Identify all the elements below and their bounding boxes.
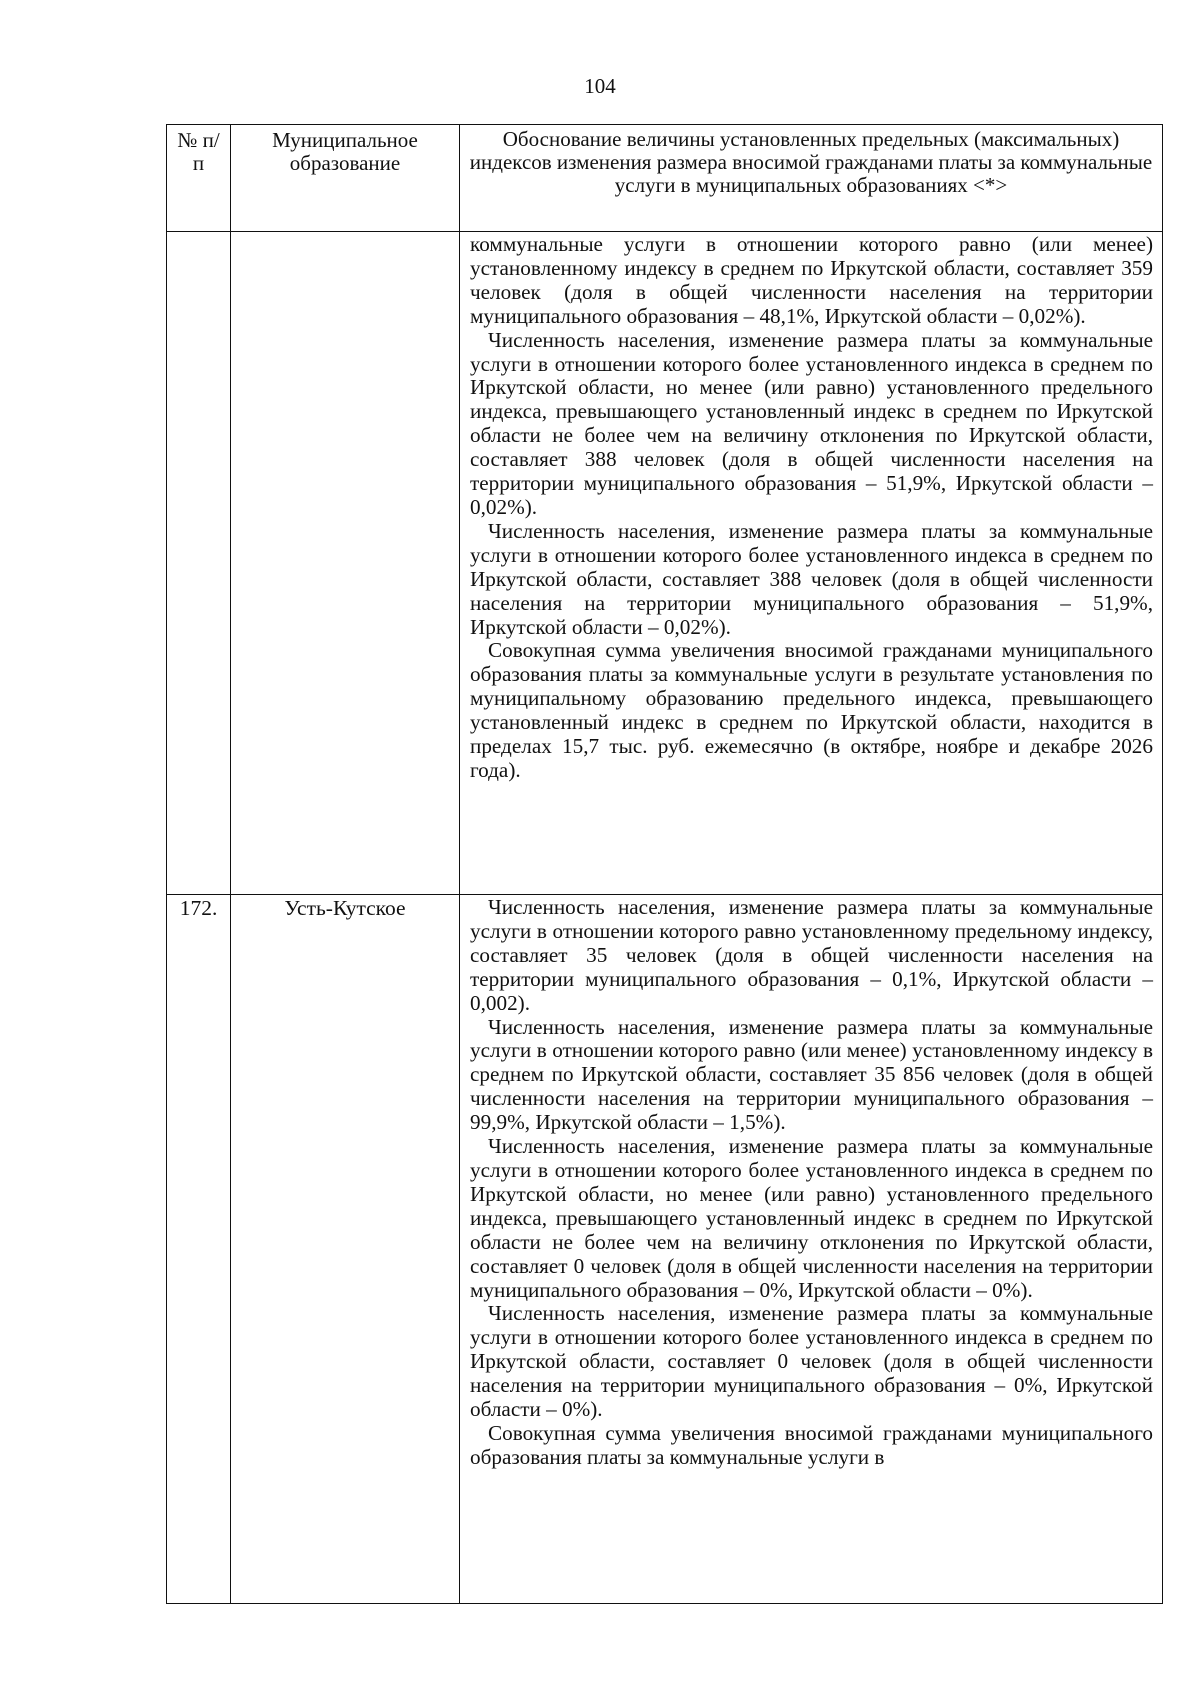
table-row [167,232,1163,895]
rationale-paragraph: Численность населения, изменение размера платы за коммунальные услуги в отношении которого более установленного индекса в среднем по Иркутской области, но менее (или равно) установленного предельного индекса, превышающего установленный индекс в среднем по Иркутской области не более чем на величину отклонения по Иркутской области, составляет 388 человек (доля в общей численности населения на территории муниципального образования – 51,9%, Иркутской области – 0,02%). [470,327,1153,519]
row-municipality [231,232,460,895]
rationale-paragraph: Численность населения, изменение размера платы за коммунальные услуги в отношении которого более установленного индекса в среднем по Иркутской области, но менее (или равно) установленного предельного индекса, превышающего установленный индекс в среднем по Иркутской области не более чем на величину отклонения по Иркутской области, составляет 0 человек (доля в общей численности населения на территории муниципального образования – 0%, Иркутской области – 0%). [470,1134,1153,1302]
row-rationale [460,232,1163,895]
rationale-paragraph: Численность населения, изменение размера платы за коммунальные услуги в отношении которого равно установленному предельному индексу, составляет 35 человек (доля в общей численности населения на территории муниципального образования – 0,1%, Иркутской области – 0,002). [470,895,1153,1015]
page-number: 104 [584,74,616,98]
rationale-table [166,124,1163,1604]
row-number: 172. [167,895,231,1604]
rationale-paragraph: Численность населения, изменение размера платы за коммунальные услуги в отношении которого равно (или менее) установленному индексу в среднем по Иркутской области, составляет 35 856 человек (доля в общей численности населения на территории муниципального образования – 99,9%, Иркутской области – 1,5%). [470,1014,1153,1135]
table-row [167,895,1163,1604]
rationale-paragraph: Совокупная сумма увеличения вносимой гражданами муниципального образования платы за коммунальные услуги в результате установления по муниципальному образованию предельного индекса, превышающего установленный индекс в среднем по Иркутской области, находится в пределах 15,7 тыс. руб. ежемесячно (в октябре, ноябре и декабре 2026 года). [470,638,1153,782]
header-municipality: Муниципальное образование [231,125,460,232]
rationale-paragraph: Численность населения, изменение размера платы за коммунальные услуги в отношении которого более установленного индекса в среднем по Иркутской области, составляет 0 человек (доля в общей численности населения на территории муниципального образования – 0%, Иркутской области – 0%). [470,1301,1153,1422]
row-number [167,232,231,895]
row-municipality: Усть-Кутское [231,895,460,1604]
header-rationale: Обоснование величины установленных предельных (максимальных) индексов изменения размера вносимой гражданами платы за коммунальные услуги в муниципальных образованиях <*> [460,125,1163,232]
table-header-row [167,125,1163,232]
rationale-paragraph: коммунальные услуги в отношении которого равно (или менее) установленному индексу в среднем по Иркутской области, составляет 359 человек (доля в общей численности населения на территории муниципального образования – 48,1%, Иркутской области – 0,02%). [470,232,1153,328]
header-num: № п/п [167,125,231,232]
rationale-paragraph: Численность населения, изменение размера платы за коммунальные услуги в отношении которого более установленного индекса в среднем по Иркутской области, составляет 388 человек (доля в общей численности населения на территории муниципального образования – 51,9%, Иркутской области – 0,02%). [470,518,1153,639]
rationale-paragraph: Совокупная сумма увеличения вносимой гражданами муниципального образования платы за коммунальные услуги в [470,1420,1153,1469]
row-rationale [460,895,1163,1604]
